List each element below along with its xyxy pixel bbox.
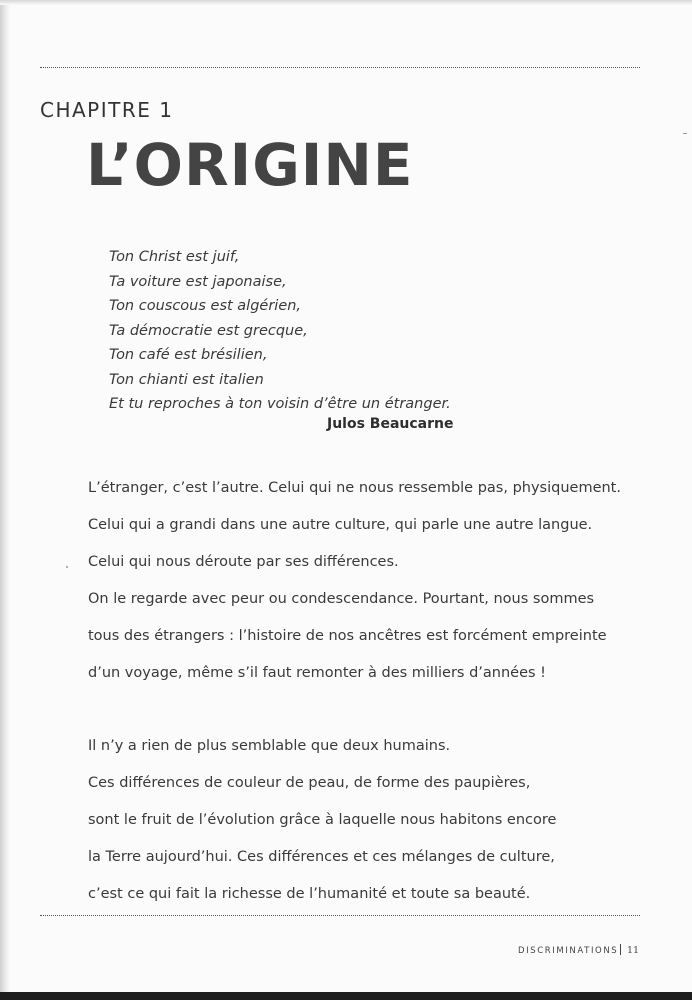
epigraph-author: Julos Beaucarne	[327, 416, 454, 432]
epigraph-line: Ton chianti est italien	[109, 371, 264, 388]
body-line: d’un voyage, même s’il faut remonter à des milliers d’années !	[88, 665, 546, 681]
scan-top-edge	[0, 0, 692, 5]
scan-left-edge	[0, 0, 10, 1000]
body-line: Celui qui a grandi dans une autre culture, qui parle une autre langue.	[88, 517, 593, 533]
body-line: On le regarde avec peur ou condescendance. Pourtant, nous sommes	[88, 591, 595, 607]
scan-bottom-edge	[0, 992, 692, 1000]
running-title: DISCRIMINATIONS	[518, 946, 619, 956]
body-line: tous des étrangers : l’histoire de nos ancêtres est forcément empreinte	[88, 628, 607, 644]
body-paragraph-1	[88, 470, 621, 692]
chapter-label: CHAPITRE 1	[40, 98, 174, 122]
bottom-dotted-rule	[40, 915, 640, 916]
body-line: la Terre aujourd’hui. Ces différences et ces mélanges de culture,	[88, 849, 555, 865]
scan-speck	[683, 133, 687, 134]
page-number: 11	[627, 945, 640, 956]
epigraph-poem	[109, 245, 469, 417]
chapter-title: L’ORIGINE	[86, 131, 414, 199]
body-line: L’étranger, c’est l’autre. Celui qui ne nous ressemble pas, physiquement.	[88, 480, 621, 496]
body-paragraph-2	[88, 728, 556, 913]
epigraph-line: Ton Christ est juif,	[109, 249, 240, 265]
body-line: c’est ce qui fait la richesse de l’humanité et toute sa beauté.	[88, 886, 531, 902]
epigraph-line: Ta voiture est japonaise,	[109, 273, 287, 290]
body-line: Celui qui nous déroute par ses différences.	[88, 554, 399, 570]
epigraph-line: Ton café est brésilien,	[109, 347, 268, 363]
epigraph-line: Ta démocratie est grecque,	[109, 322, 308, 339]
body-line: sont le fruit de l’évolution grâce à laquelle nous habitons encore	[88, 812, 557, 828]
epigraph-line: Ton couscous est algérien,	[109, 298, 302, 314]
body-line: Il n’y a rien de plus semblable que deux humains.	[88, 738, 451, 754]
body-line: Ces différences de couleur de peau, de forme des paupières,	[88, 775, 531, 791]
top-dotted-rule	[40, 67, 640, 68]
epigraph-line: Et tu reproches à ton voisin d’être un étranger.	[109, 396, 451, 412]
footer-separator	[620, 944, 621, 955]
scan-speck	[66, 566, 68, 568]
